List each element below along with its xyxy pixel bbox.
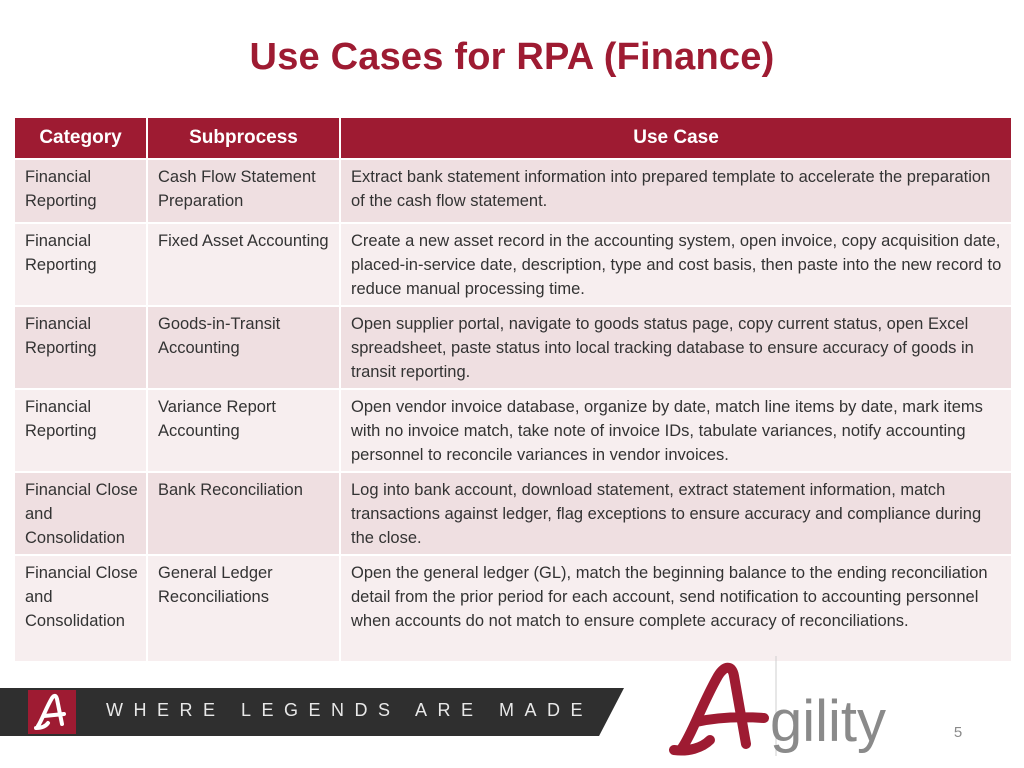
slide-title: Use Cases for RPA (Finance) (249, 36, 775, 78)
footer-tagline: WHERE LEGENDS ARE MADE (106, 700, 594, 720)
cell-category: Financial Close and Consolidation (15, 472, 147, 555)
table-row (15, 472, 1011, 555)
cell-subprocess: General Ledger Reconciliations (147, 555, 340, 661)
cell-subprocess: Variance Report Accounting (147, 389, 340, 472)
header-category: Category (15, 118, 147, 159)
header-use-case: Use Case (340, 118, 1011, 159)
script-a-logo-icon (28, 690, 76, 734)
script-a-logo-icon (668, 656, 778, 760)
brand-wordmark: gility (770, 689, 887, 754)
cell-use-case: Extract bank statement information into prepared template to accelerate the preparation of the cash flow statement. (340, 159, 1011, 223)
cell-use-case: Open vendor invoice database, organize by date, match line items by date, mark items with no invoice match, take note of invoice IDs, tabulate variances, notify accounting personnel to reconcile variances in vendor invoices. (340, 389, 1011, 472)
table-row (15, 555, 1011, 661)
table-header-row (15, 118, 1011, 159)
cell-use-case: Create a new asset record in the accounting system, open invoice, copy acquisition date, placed-in-service date, description, type and cost basis, then paste into the new record to reduce manual processing time. (340, 223, 1011, 306)
table-row (15, 223, 1011, 306)
cell-category: Financial Close and Consolidation (15, 555, 147, 661)
table-row (15, 159, 1011, 223)
cell-use-case: Open supplier portal, navigate to goods status page, copy current status, open Excel spreadsheet, paste status into local tracking database to ensure accuracy of goods in transit reporting. (340, 306, 1011, 389)
page-number: 5 (953, 724, 963, 741)
cell-subprocess: Bank Reconciliation (147, 472, 340, 555)
cell-subprocess: Cash Flow Statement Preparation (147, 159, 340, 223)
cell-category: Financial Reporting (15, 306, 147, 389)
table-row (15, 306, 1011, 389)
use-cases-table (15, 118, 1011, 661)
table-row (15, 389, 1011, 472)
cell-category: Financial Reporting (15, 389, 147, 472)
cell-category: Financial Reporting (15, 223, 147, 306)
cell-use-case: Open the general ledger (GL), match the beginning balance to the ending reconciliation detail from the prior period for each account, send notification to accounting personnel when accounts do not match to ensure complete accuracy of reconciliations. (340, 555, 1011, 661)
cell-category: Financial Reporting (15, 159, 147, 223)
cell-use-case: Log into bank account, download statement, extract statement information, match transactions against ledger, flag exceptions to ensure accuracy and compliance during the close. (340, 472, 1011, 555)
footer-logo (28, 690, 76, 734)
header-subprocess: Subprocess (147, 118, 340, 159)
cell-subprocess: Goods-in-Transit Accounting (147, 306, 340, 389)
cell-subprocess: Fixed Asset Accounting (147, 223, 340, 306)
